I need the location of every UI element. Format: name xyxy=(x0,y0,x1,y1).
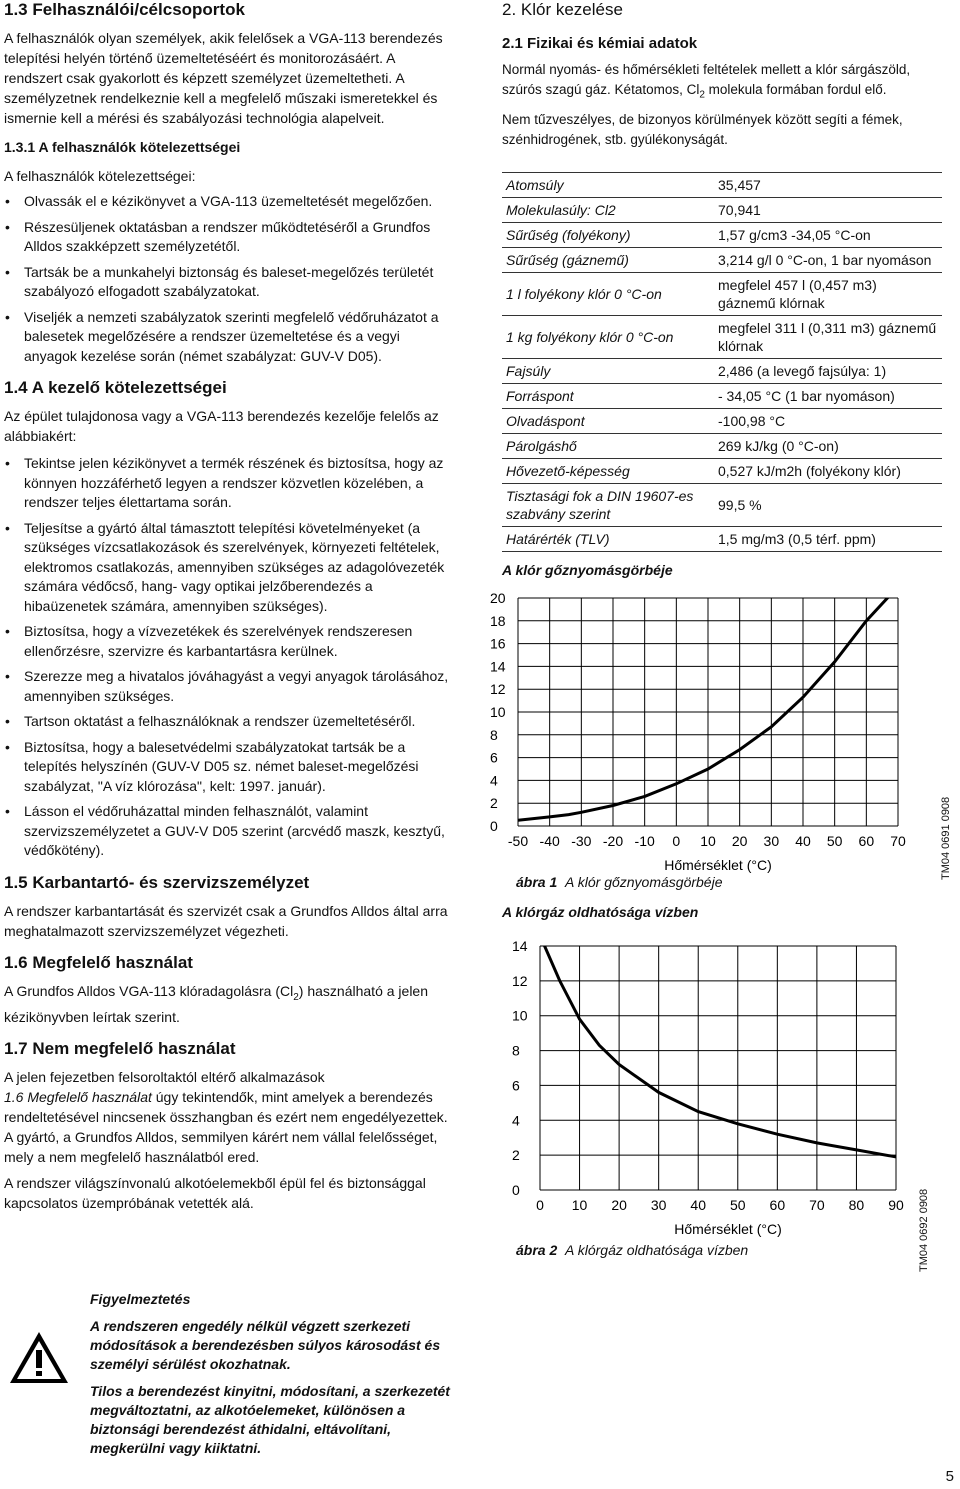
chart2-heading: A klórgáz oldhatósága vízben xyxy=(502,903,699,920)
property-name: Atomsúly xyxy=(502,172,714,197)
warning-text-2: Tilos a berendezést kinyitni, módosítani, a szerkezetét megváltoztatni, az alkotóelemeket, különösen a biztonsági berendezést áthidalni, eltávolítani, megkerülni vagy kiiktatni. xyxy=(90,1383,450,1456)
x-axis-label: Hőmérséklet (°C) xyxy=(674,1220,782,1237)
list-item: • Olvassák el e kézikönyvet a VGA-113 üzemeltetését megelőzően. xyxy=(4,192,456,212)
y-tick-label: 12 xyxy=(490,680,506,697)
property-value: 1,57 g/cm3 -34,05 °C-on xyxy=(714,222,942,247)
chart1-figure-code: TM04 0691 0908 xyxy=(940,796,952,880)
y-tick-label: 14 xyxy=(490,658,506,675)
y-tick-label: 4 xyxy=(512,1111,520,1128)
property-name: Tisztasági fok a DIN 19607-es szabvány szerint xyxy=(502,483,714,526)
list-item: • Tekintse jelen kézikönyvet a termék részének és biztosítsa, hogy az könnyen hozzáférhető legyen a rendszer közvetlen közelében, a rendszer teljes élettartama során. xyxy=(4,454,456,513)
x-tick-label: 20 xyxy=(731,832,748,849)
y-tick-label: 6 xyxy=(512,1077,520,1094)
chart1-heading: A klór gőznyomásgörbéje xyxy=(502,561,673,578)
table-row xyxy=(502,458,942,483)
property-value: 0,527 kJ/m2h (folyékony klór) xyxy=(714,458,942,483)
property-name: Sűrűség (folyékony) xyxy=(502,222,714,247)
list-item: • Lásson el védőruházattal minden felhasználót, valamint szervizszemélyzetet a GUV-V D05 szerint (arcvédő maszk, kesztyű, védőkötény). xyxy=(4,802,456,861)
section-2-1-text: Normál nyomás- és hőmérsékleti feltételek mellett a klór sárgászöld, szúrós szagú gáz. Kétatomos, $Cl_2$ molekula formában fordul elő. xyxy=(502,62,911,101)
y-tick-label: 8 xyxy=(490,726,498,743)
list-item: • Biztosítsa, hogy a balesetvédelmi szabályzatokat tartsák be a telepítés helyszínén (GUV-V D05 sz. német baleset-megelőzési szabályzat, "A víz klórozása", kelt: 1997. január). xyxy=(4,738,456,797)
table-row xyxy=(502,315,942,358)
table-row xyxy=(502,383,942,408)
property-name: 1 kg folyékony klór 0 °C-on xyxy=(502,315,714,358)
y-tick-label: 2 xyxy=(512,1146,520,1163)
table-row xyxy=(502,222,942,247)
x-tick-label: -50 xyxy=(507,832,529,849)
operator-duties-list xyxy=(4,454,456,861)
property-value: 70,941 xyxy=(714,197,942,222)
data-series-line xyxy=(540,935,896,1156)
warning-title: Figyelmeztetés xyxy=(90,1291,191,1307)
chart2-caption-number: ábra 2 xyxy=(516,1241,558,1258)
section-1-7-text-2: A rendszer világszínvonalú alkotóelemekből épül fel és biztonsággal kapcsolatos üzempróbának vetették alá. xyxy=(4,1175,426,1212)
x-tick-label: 40 xyxy=(690,1196,707,1213)
y-tick-label: 2 xyxy=(490,794,498,811)
list-item: • Viseljék a nemzeti szabályzatok szerinti megfelelő védőruházatot a balesetek megelőzésére a rendszer üzemeltetése és a vegyi anyagok kezelése során (német szabályzat: GUV-V D05). xyxy=(4,308,456,367)
chart2-figure-code: TM04 0692 0908 xyxy=(918,1188,930,1272)
x-tick-label: -40 xyxy=(539,832,560,849)
table-row xyxy=(502,247,942,272)
y-tick-label: 8 xyxy=(512,1042,520,1059)
table-row xyxy=(502,483,942,526)
table-row xyxy=(502,358,942,383)
y-tick-label: 16 xyxy=(490,635,506,652)
table-row xyxy=(502,197,942,222)
section-1-7-title: 1.7 Nem megfelelő használat xyxy=(4,1039,236,1059)
warning-triangle-icon xyxy=(8,1330,70,1386)
x-tick-label: -30 xyxy=(571,832,592,849)
chart2-caption: ábra 2 A klórgáz oldhatósága vízben xyxy=(516,1241,749,1258)
y-tick-label: 0 xyxy=(512,1181,520,1198)
section-1-4-title: 1.4 A kezelő kötelezettségei xyxy=(4,378,227,397)
section-1-6-title: 1.6 Megfelelő használat xyxy=(4,952,193,972)
property-name: Hővezető-képesség xyxy=(502,458,714,483)
x-tick-label: 50 xyxy=(729,1196,746,1213)
property-name: Párolgáshő xyxy=(502,433,714,458)
right-column xyxy=(490,0,942,1258)
x-tick-label: 20 xyxy=(611,1196,627,1213)
property-value: 35,457 xyxy=(714,172,942,197)
property-name: Határérték (TLV) xyxy=(502,526,714,551)
section-1-3-title: 1.3 Felhasználói/célcsoportok xyxy=(4,0,245,19)
y-tick-label: 4 xyxy=(490,772,498,789)
y-tick-label: 10 xyxy=(512,1007,528,1024)
x-tick-label: 0 xyxy=(672,832,681,849)
x-tick-label: 30 xyxy=(763,832,780,849)
y-tick-label: 6 xyxy=(490,749,498,766)
section-2-title: 2. Klór kezelése xyxy=(502,0,623,19)
section-1-3-1-title: 1.3.1 A felhasználók kötelezettségei xyxy=(4,139,241,155)
x-tick-label: -10 xyxy=(634,832,655,849)
x-tick-label: 10 xyxy=(571,1196,588,1213)
left-column xyxy=(4,0,456,1217)
property-name: Sűrűség (gáznemű) xyxy=(502,247,714,272)
property-name: Forráspont xyxy=(502,383,714,408)
y-tick-label: 20 xyxy=(490,589,506,606)
chart1-caption-number: ábra 1 xyxy=(516,873,558,890)
list-item: • Tartsák be a munkahelyi biztonság és baleset-megelőzés területét szabályozó elfogadott szabályzatokat. xyxy=(4,263,456,302)
x-axis-label: Hőmérséklet (°C) xyxy=(664,856,772,873)
property-value: megfelel 311 l (0,311 m3) gáznemű klórnak xyxy=(714,315,942,358)
y-tick-label: 0 xyxy=(490,817,498,834)
x-tick-label: 50 xyxy=(826,832,843,849)
table-row xyxy=(502,433,942,458)
section-1-5-title: 1.5 Karbantartó- és szervizszemélyzet xyxy=(4,872,310,892)
property-name: Molekulasúly: Cl2 xyxy=(502,197,714,222)
x-tick-label: 30 xyxy=(650,1196,667,1213)
page-number: 5 xyxy=(945,1468,954,1485)
property-value: 99,5 % xyxy=(714,483,942,526)
x-tick-label: 80 xyxy=(848,1196,865,1213)
y-tick-label: 10 xyxy=(490,703,506,720)
y-tick-label: 18 xyxy=(490,612,506,629)
section-1-3-1-intro: A felhasználók kötelezettségei: xyxy=(4,168,196,184)
x-tick-label: -20 xyxy=(602,832,624,849)
list-item: • Biztosítsa, hogy a vízvezetékek és szerelvények rendszeresen ellenőrzésre, szervizre és karbantartásra kerülnek. xyxy=(4,622,456,661)
property-value: megfelel 457 l (0,457 m3) gáznemű klórnak xyxy=(714,272,942,315)
list-item: • Teljesítse a gyártó által támasztott telepítési követelményeket (a szükséges vízcsatlakozások és szerelvények, környezeti feltételek, elektromos csatlakozás, amennyiben szükséges az adagolóvezeték számára védőcső, hang- vagy optikai jelzőberendezés a hibaüzenetek számára, amennyiben szükséges). xyxy=(4,519,456,617)
section-2-1-text-2: Nem tűzveszélyes, de bizonyos körülmények között segíti a fémek, szénhidrogének, stb. gyúlékonyságát. xyxy=(502,111,903,147)
section-2-1-title: 2.1 Fizikai és kémiai adatok xyxy=(502,35,698,52)
solubility-chart xyxy=(502,928,942,1248)
user-duties-list xyxy=(4,192,456,366)
vapour-pressure-chart xyxy=(490,584,942,884)
y-tick-label: 12 xyxy=(512,972,528,989)
warning-text-1: A rendszeren engedély nélkül végzett szerkezeti módosítások a berendezésben súlyos károsodást és személyi sérülést okozhatnak. xyxy=(90,1318,441,1372)
property-value: 3,214 g/l 0 °C-on, 1 bar nyomáson xyxy=(714,247,942,272)
x-tick-label: 60 xyxy=(769,1196,786,1213)
section-1-3-text: A felhasználók olyan személyek, akik felelősek a VGA-113 berendezés telepítési helyén történő üzemeltetéséért és monitorozásáért. A rendszert csak gyakorlott és képzett személyzet üzemeltetheti. A személyzetnek rendelkeznie kell a megfelelő műszaki ismeretekkel és ismernie kell a mérési és szabályozási technológia alapelveit. xyxy=(4,30,443,126)
section-1-7-text: A jelen fejezetben felsoroltaktól eltérő alkalmazások 1.6 Megfelelő használat úgy tekintendők, mint amelyek a berendezés rendeltetésével nincsenek összhangban és ezért nem engedélyezettek. A gyártó, a Grundfos Alldos, semmilyen kárért nem vállal felelősséget, mely a nem megfelelő használatból ered. xyxy=(4,1069,448,1166)
x-tick-label: 70 xyxy=(809,1196,825,1213)
x-tick-label: 10 xyxy=(700,832,716,849)
property-name: 1 l folyékony klór 0 °C-on xyxy=(502,272,714,315)
y-tick-label: 14 xyxy=(512,937,528,954)
section-1-4-intro: Az épület tulajdonosa vagy a VGA-113 berendezés kezelője felelős az alábbiakért: xyxy=(4,408,439,444)
list-item: • Szerezze meg a hivatalos jóváhagyást a vegyi anyagok tárolásához, amennyiben szükséges. xyxy=(4,667,456,706)
list-item: • Tartson oktatást a felhasználóknak a rendszer üzemeltetéséről. xyxy=(4,712,456,732)
x-tick-label: 60 xyxy=(858,832,875,849)
table-row xyxy=(502,172,942,197)
property-value: 2,486 (a levegő fajsúlya: 1) xyxy=(714,358,942,383)
section-1-5-text: A rendszer karbantartását és szervizét csak a Grundfos Alldos által arra meghatalmazott szervizszemélyzet végezheti. xyxy=(4,902,448,939)
property-value: - 34,05 °C (1 bar nyomáson) xyxy=(714,383,942,408)
property-value: -100,98 °C xyxy=(714,408,942,433)
x-tick-label: 90 xyxy=(888,1196,904,1213)
property-value: 1,5 mg/m3 (0,5 térf. ppm) xyxy=(714,526,942,551)
table-row xyxy=(502,408,942,433)
x-tick-label: 70 xyxy=(890,832,906,849)
list-item: • Részesüljenek oktatásban a rendszer működtetéséről a Grundfos Alldos szakképzett személyzetétől. xyxy=(4,218,456,257)
table-row xyxy=(502,526,942,551)
chlorine-properties-table xyxy=(502,172,942,552)
x-tick-label: 40 xyxy=(795,832,811,849)
table-row xyxy=(502,272,942,315)
property-value: 269 kJ/kg (0 °C-on) xyxy=(714,433,942,458)
section-1-6-text: A Grundfos Alldos VGA-113 klóradagolásra $(Cl_2)$ használható a jelen kézikönyvben leírtak szerint. xyxy=(4,982,428,1026)
x-tick-label: 0 xyxy=(536,1196,544,1213)
chart1-caption: ábra 1 A klór gőznyomásgörbéje xyxy=(516,873,723,890)
property-name: Olvadáspont xyxy=(502,408,714,433)
property-name: Fajsúly xyxy=(502,358,714,383)
